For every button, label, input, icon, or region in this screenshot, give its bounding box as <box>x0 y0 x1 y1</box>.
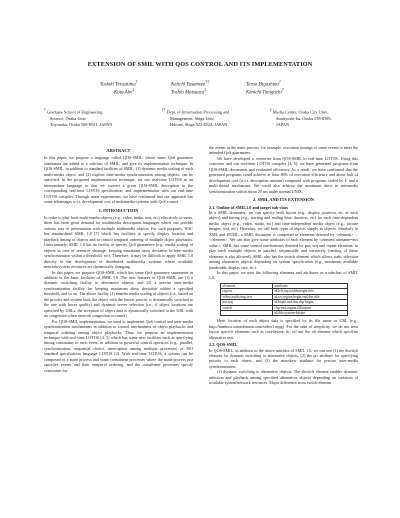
section-heading: 2. SMIL AND ITS EXTENSION <box>253 197 314 203</box>
paragraph: In this paper, we propose QOS-SMIL which has some QoS guarantee statements in addition to the basic facilities of SMIL 1.0. The new features of QOS-SMIL are (1) a dynamic switching facility to alternative objects, and (2) a precise inter-media synchronization facility for keeping maximum skew deviation within a specified threshold, and so on. The above facility (1) enables media scaling of objects (i.e., based on the priority and system load, the object with the lowest priority is dynamically switched to the one with lower quality) and dynamic server selection (i.e., if object locations are specified by URLs, the reception of object data is dynamically switched to the URL with no congestion when network congestion occurred). <box>44 269 193 319</box>
subsection-heading: 2.1. Outline of SMIL1.0 and target sub-class <box>209 204 288 210</box>
paragraph: In QOS-SMIL, in addition to the above subclass of SMIL 1.0, we can use (1) the dswitch element for dynamic switching to alternative objects, (2) the pri attribute for specifying priority to each object, and (3) the maxskew attribute for precise inter-media synchronization. <box>209 347 358 369</box>
paper-title: EXTENSION OF SMIL WITH QOS CONTROL AND ITS IMPLEMENTATION <box>87 61 313 68</box>
table-cell: clip-end,region,fill,repeat <box>272 305 347 310</box>
subsection-heading: 2.2. QOS-SMIL <box>209 342 238 348</box>
affiliation: †† Dept. of Information Processing and Management, Shiga Univ. Hikone, Shiga 522-8522, JAPAN <box>162 108 230 127</box>
paragraph: We have developed a converter from QOS-SMIL to real-time LOTOS. Using this converter and our real-time LOTOS compiler [4, 5], we have generated programs from QOS-SMIL documents and evaluated efficiency. As a result, we have confirmed that the generated programs could achieve at least 80% of execution efficiency and about half of development cost (w.r.t. description amount) compared with programs coded by C and a multi-thread mechanism. We could also achieve the maximum skew in intermedia synchronization within about 20 ms under normal UNIX. <box>209 155 358 194</box>
table-cell: par,seq <box>220 300 272 305</box>
paragraph: In a SMIL document, we can specify both layout (e.g., display, position, etc of each object) and timing (e.g., starting and ending time, duration, etc) for each time-dependent media object (e.g., video, audio, etc) and time-independent media object (e.g., picture images, text, etc). Hereafter, we call both types of objects simply as objects. Similarly to XML and HTML, a SMIL document is composed of elements denoted by <element> ... </element>. We can also give some attributes to each element by <element attrname=attr value>. SMIL has some control mechanisms denoted by par, seq and repeat elements, to play back multiple objects in parallel, sequentially and iteratively (nesting of those elements is also allowed). SMIL also has the switch element which allows static selection among alternative objects depending on system specification (e.g., maximum available bandwidth, display size, etc). <box>209 209 358 270</box>
table-header: attributes <box>272 283 347 288</box>
elements-table <box>220 283 348 316</box>
table-cell: id,left,top,width,height,title <box>272 289 347 294</box>
author-name: Keiichi Yasumoto†† <box>171 79 210 88</box>
author-name: Kota Abe‡ <box>114 87 135 96</box>
author-name: Yoshiki Terashima† <box>100 79 138 88</box>
paragraph: (1) dynamic switching to alternative objects: The dswitch element enables dynamic selection and playback among specified alternative objects depending on variation of available system/network resources. Major difference from switch element <box>209 369 358 386</box>
affiliation: ‡ Media Center, Osaka City Univ. Sumiyoshi-ku, Osaka 558-8585, JAPAN <box>270 108 332 127</box>
paragraph: In order to play back multi-media objects (e.g., video, audio, text, etc) effectively to users, there has been great demand for multimedia description languages which can provide various way of presentation with multiple multimedia objects. For such purposes, W3C has standardized SMIL 1.0 [7] which has facilities to specify display location and playback timing of objects and to control temporal ordering of multiple object playbacks. Unfortunately, SMIL 1.0 has no facility to specify QoS guarantees (e.g., media-scaling of objects in case of resource shortage, keeping maximum skew deviation in inter-media synchronization within a threshold, etc). Therefore, it may be difficult to apply SMIL 1.0 directly to the development of distributed multimedia systems where available network/system resources are dynamically changing. <box>44 214 193 270</box>
table-cell: switch <box>220 305 272 310</box>
author-name: Kenichi Taniguchi† <box>246 87 284 96</box>
paragraph: In this paper, we treat the following elements and attributes as a subclass of SMIL 1.0. <box>209 269 358 281</box>
table-cell: id,title,system-bitrate <box>272 310 347 315</box>
table-cell: video,audio,img,text <box>220 294 272 299</box>
right-column <box>209 145 358 386</box>
table-header: elements <box>220 283 272 288</box>
table-row <box>220 310 347 315</box>
abstract-heading: ABSTRACT <box>106 148 131 153</box>
introduction-heading: 1. INTRODUCTION <box>98 207 139 213</box>
paragraph: the events in the main process: for example, execution timings of some events to meet the intended QoS guarantees. <box>209 145 358 156</box>
abstract-text: In this paper, we propose a language called QOS-SMIL, where some QoS guarantee statements are added to a subclass of SMIL, and give its implementation technique. In QOS-SMIL, in addition to standard facilities of SMIL, (1) dynamic media scaling of each multi-media object, and (2) explicit inter-media synchronization among objects, can be specified. In the proposed implementation technique, we use real-time LOTOS as an intermediate language so that we convert a given QOS-SMIL description to the corresponding real-time LOTOS specification, and implementation with our real-time LOTOS compiler. Through some experiments, we have confirmed that our approach has some advantages w.r.t. development cost of multimedia-systems with QoS control. <box>44 155 193 205</box>
table-cell <box>220 310 272 315</box>
affiliation: † Graduate School of Engineering Science, Osaka Univ. Toyonaka, Osaka 560-8531, JAPAN <box>44 108 113 127</box>
author-name: Toshio Matsuura‡ <box>171 87 207 96</box>
paragraph: Here, location of each object data is specified by its file name or URL (e.g., http://mmhost.somedomain.com/video1.mpg). For the sake of simplicity, we do not treat layout specific elements such as root-layout, tit, ref nor the alt element which specifies alternative text. <box>209 318 358 340</box>
table-cell: id,begin,end,dur,clip-begin, <box>272 300 347 305</box>
left-column <box>44 145 193 373</box>
author-name: Teruo Higashino† <box>246 79 281 88</box>
table-cell: region <box>220 289 272 294</box>
table-cell: id,src,region,begin,end,dur,title <box>272 294 347 299</box>
paragraph: For QOS-SMIL implementation, we need to implement QoS control and inter-media synchronization mechanisms in addition to control mechanisms of object playbacks and temporal ordering among object playbacks. Thus, we propose an implementation technique with real-time LOTOS [4, 5] which has some new facilities such as specifying timing constraints to each event, in addition to powerful control operators (e.g., parallel, synchronization, sequential choice, interruption among multiple processes) of ISO standard specification language LOTOS [2]. With real-time LOTOS, a system can be composed of a main process and some constituent processes where the main process just specifies events and their temporal ordering, and the constituent processes specify constraints for <box>44 318 193 373</box>
